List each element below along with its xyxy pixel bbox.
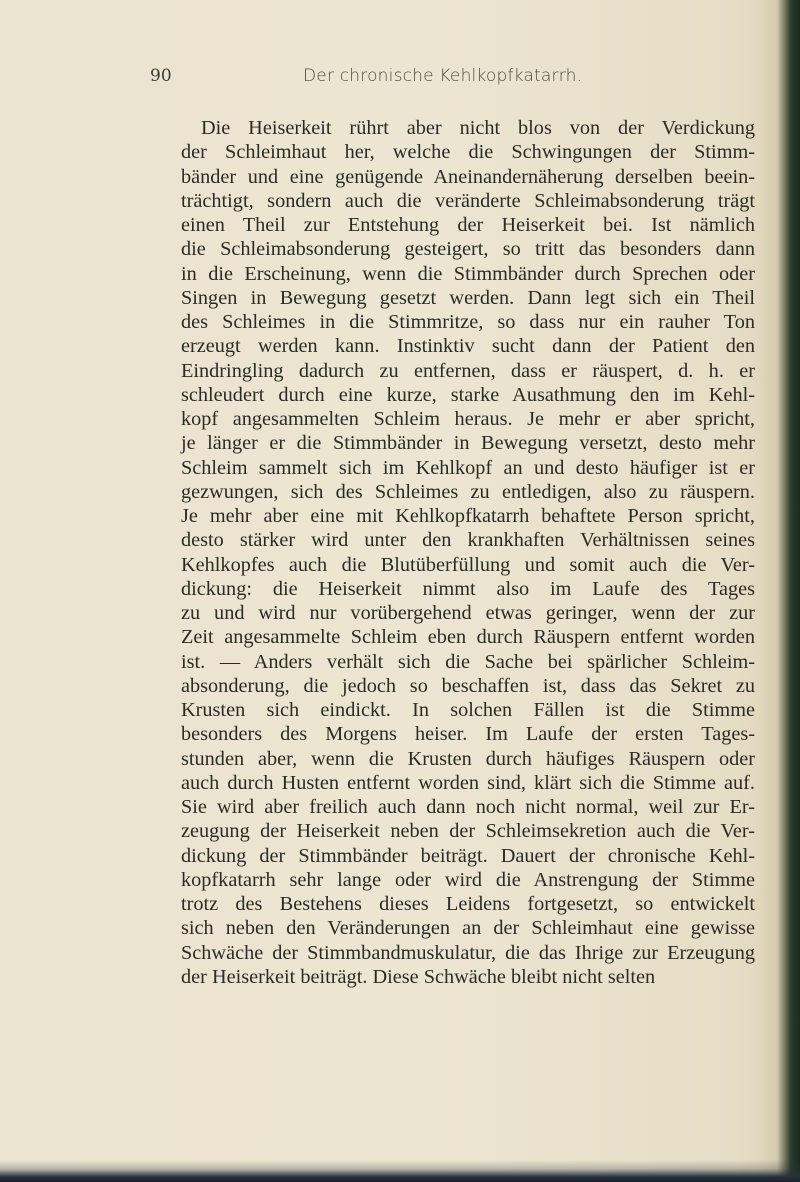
text-line: Schleim sammelt sich im Kehlkopf an und desto häufiger ist er bbox=[181, 456, 755, 479]
text-line: die Schleimabsonderung gesteigert, so tritt das besonders dann bbox=[181, 238, 755, 261]
text-line: ist. — Anders verhält sich die Sache bei spärlicher Schleim- bbox=[181, 650, 755, 673]
text-line: trotz des Bestehens dieses Leidens fortgesetzt, so entwickelt bbox=[181, 893, 755, 915]
text-line: sich neben den Veränderungen an der Schleimhaut eine gewisse bbox=[181, 917, 755, 940]
text-line: Sie wird aber freilich auch dann noch nicht normal, weil zur Er- bbox=[181, 796, 755, 818]
text-line: einen Theil zur Entstehung der Heiserkeit bei. Ist nämlich bbox=[181, 214, 755, 236]
text-line: kopf angesammelten Schleim heraus. Je mehr er aber spricht, bbox=[181, 408, 755, 430]
text-line: der Heiserkeit beiträgt. Diese Schwäche bleibt nicht selten bbox=[181, 965, 656, 988]
text-line: besonders des Morgens heiser. Im Laufe der ersten Tages- bbox=[181, 723, 755, 746]
page-header bbox=[150, 64, 670, 92]
text-line: Je mehr aber eine mit Kehlkopfkatarrh behaftete Person spricht, bbox=[181, 505, 755, 527]
text-line: des Schleimes in die Stimmritze, so dass nur ein rauher Ton bbox=[181, 311, 755, 333]
text-line: Eindringling dadurch zu entfernen, dass er räuspert, d. h. er bbox=[181, 359, 755, 382]
text-line: der Schleimhaut her, welche die Schwingungen der Stimm- bbox=[181, 141, 755, 164]
text-line: stunden aber, wenn die Krusten durch häufiges Räuspern oder bbox=[181, 747, 755, 770]
page-number: 90 bbox=[150, 66, 172, 86]
page-edge-shadow-bottom bbox=[0, 1160, 800, 1182]
text-line: dickung: die Heiserkeit nimmt also im Laufe des Tages bbox=[181, 577, 755, 600]
text-line: trächtigt, sondern auch die veränderte Schleimabsonderung trägt bbox=[181, 189, 755, 212]
text-line: Die Heiserkeit rührt aber nicht blos von der Verdickung bbox=[201, 117, 755, 139]
text-line: absonderung, die jedoch so beschaffen ist, dass das Sekret zu bbox=[181, 674, 755, 697]
text-line: zu und wird nur vorübergehend etwas geringer, wenn der zur bbox=[181, 602, 755, 624]
text-line: gezwungen, sich des Schleimes zu entledigen, also zu räuspern. bbox=[181, 480, 755, 503]
text-line: erzeugt werden kann. Instinktiv sucht dann der Patient den bbox=[181, 335, 755, 358]
text-line: Zeit angesammelte Schleim eben durch Räuspern entfernt worden bbox=[181, 626, 755, 649]
text-line: zeugung der Heiserkeit neben der Schleimsekretion auch die Ver- bbox=[181, 820, 755, 843]
text-line: dickung der Stimmbänder beiträgt. Dauert der chronische Kehl- bbox=[181, 844, 755, 867]
text-line: Krusten sich eindickt. In solchen Fällen ist die Stimme bbox=[181, 699, 755, 721]
running-head: Der chronische Kehlkopfkatarrh. bbox=[303, 66, 583, 86]
text-line: in die Erscheinung, wenn die Stimmbänder durch Sprechen oder bbox=[181, 262, 755, 285]
text-line: Schwäche der Stimmbandmuskulatur, die das Ihrige zur Erzeugung bbox=[181, 941, 755, 964]
text-line: bänder und eine genügende Aneinandernäherung derselben beein- bbox=[181, 165, 755, 188]
text-line: auch durch Husten entfernt worden sind, klärt sich die Stimme auf. bbox=[181, 771, 755, 794]
text-line: Singen in Bewegung gesetzt werden. Dann legt sich ein Theil bbox=[181, 286, 755, 309]
body-text bbox=[181, 116, 755, 989]
text-line: je länger er die Stimmbänder in Bewegung versetzt, desto mehr bbox=[181, 432, 755, 455]
page-edge-shadow-right bbox=[758, 0, 800, 1182]
text-line: desto stärker wird unter den krankhaften Verhältnissen seines bbox=[181, 529, 755, 552]
text-line: Kehlkopfes auch die Blutüberfüllung und somit auch die Ver- bbox=[181, 553, 755, 576]
text-line: kopfkatarrh sehr lange oder wird die Anstrengung der Stimme bbox=[181, 868, 755, 891]
text-line: schleudert durch eine kurze, starke Ausathmung den im Kehl- bbox=[181, 383, 755, 406]
